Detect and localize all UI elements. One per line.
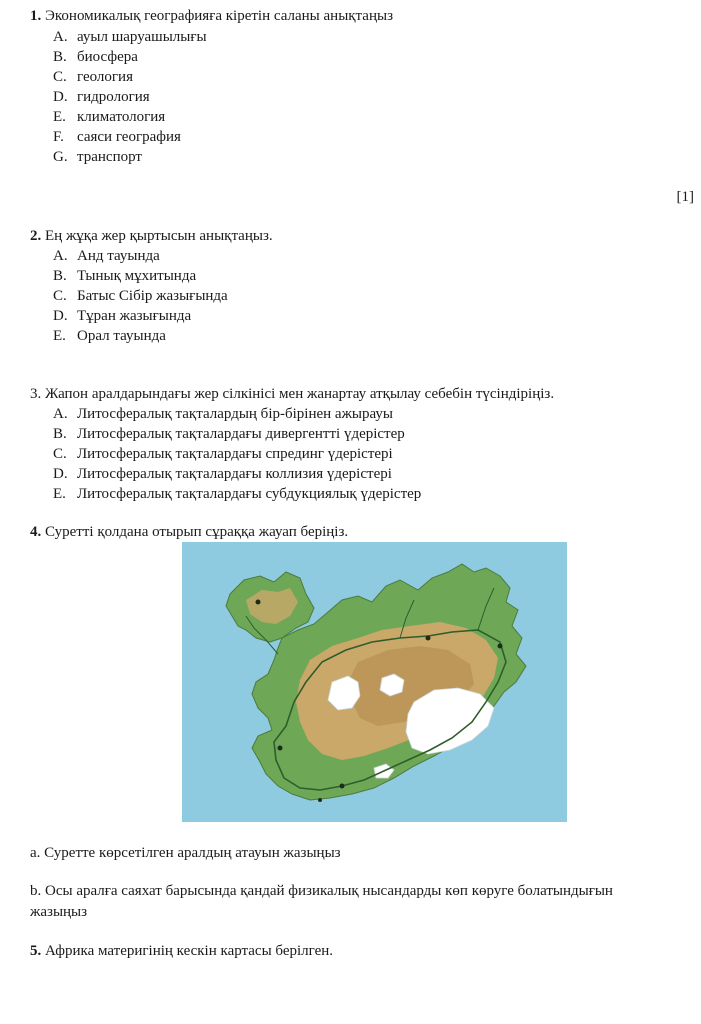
question-5 (30, 942, 333, 960)
option: D. Тұран жазығында (53, 308, 192, 324)
settlement-dot (256, 600, 261, 605)
option: D. гидрология (53, 89, 150, 105)
marks-label: [1] (676, 189, 694, 205)
option: B. Литосфералық тақталардағы дивергентті үдерістер (53, 426, 405, 442)
settlement-dot (278, 746, 283, 751)
option: G. транспорт (53, 149, 142, 165)
question-4a: a. Суретте көрсетілген аралдың атауын жазыңыз (30, 845, 341, 861)
option: A. Литосфералық тақталардың бір-бірінен ажырауы (53, 406, 393, 422)
option: C. геология (53, 69, 133, 85)
question-3: 3. Жапон аралдарындағы жер сілкінісі мен жанартау атқылау себебін түсіндіріңіз. (30, 386, 555, 402)
question-1 (30, 7, 393, 25)
question-text: Ең жұқа жер қыртысын анықтаңыз. (45, 228, 273, 244)
iceland-map-image (182, 542, 567, 822)
option: C. Батыс Сібір жазығында (53, 288, 228, 304)
question-4b-continued: жазыңыз (30, 904, 88, 920)
option: D. Литосфералық тақталардағы коллизия үдерістері (53, 466, 392, 482)
question-text: Суретті қолдана отырып сұраққа жауап беріңіз. (45, 524, 349, 540)
option: A. ауыл шаруашылығы (53, 29, 207, 45)
option: B. биосфера (53, 49, 138, 65)
question-number: 1. (30, 8, 42, 24)
option: E. климатология (53, 109, 166, 125)
option: B. Тынық мұхитында (53, 268, 197, 284)
settlement-dot (498, 644, 503, 649)
option: F. саяси география (53, 129, 181, 145)
question-4 (30, 523, 348, 541)
option: A. Анд тауында (53, 248, 160, 264)
settlement-dot (340, 784, 345, 789)
question-2 (30, 227, 273, 245)
settlement-dot (426, 636, 431, 641)
option: C. Литосфералық тақталардағы спрединг үдерістері (53, 446, 393, 462)
option: E. Орал тауында (53, 328, 166, 344)
question-number: 4. (30, 524, 42, 540)
question-number: 5. (30, 943, 42, 959)
question-4b: b. Осы аралға саяхат барысында қандай физикалық нысандарды көп көруге болатындығын (30, 883, 613, 899)
question-number: 2. (30, 228, 42, 244)
option: E. Литосфералық тақталардағы субдукциялық үдерістер (53, 486, 422, 502)
question-text: Экономикалық географияға кіретін саланы анықтаңыз (45, 8, 393, 24)
settlement-dot (318, 798, 322, 802)
question-text: Африка материгінің кескін картасы берілген. (45, 943, 334, 959)
